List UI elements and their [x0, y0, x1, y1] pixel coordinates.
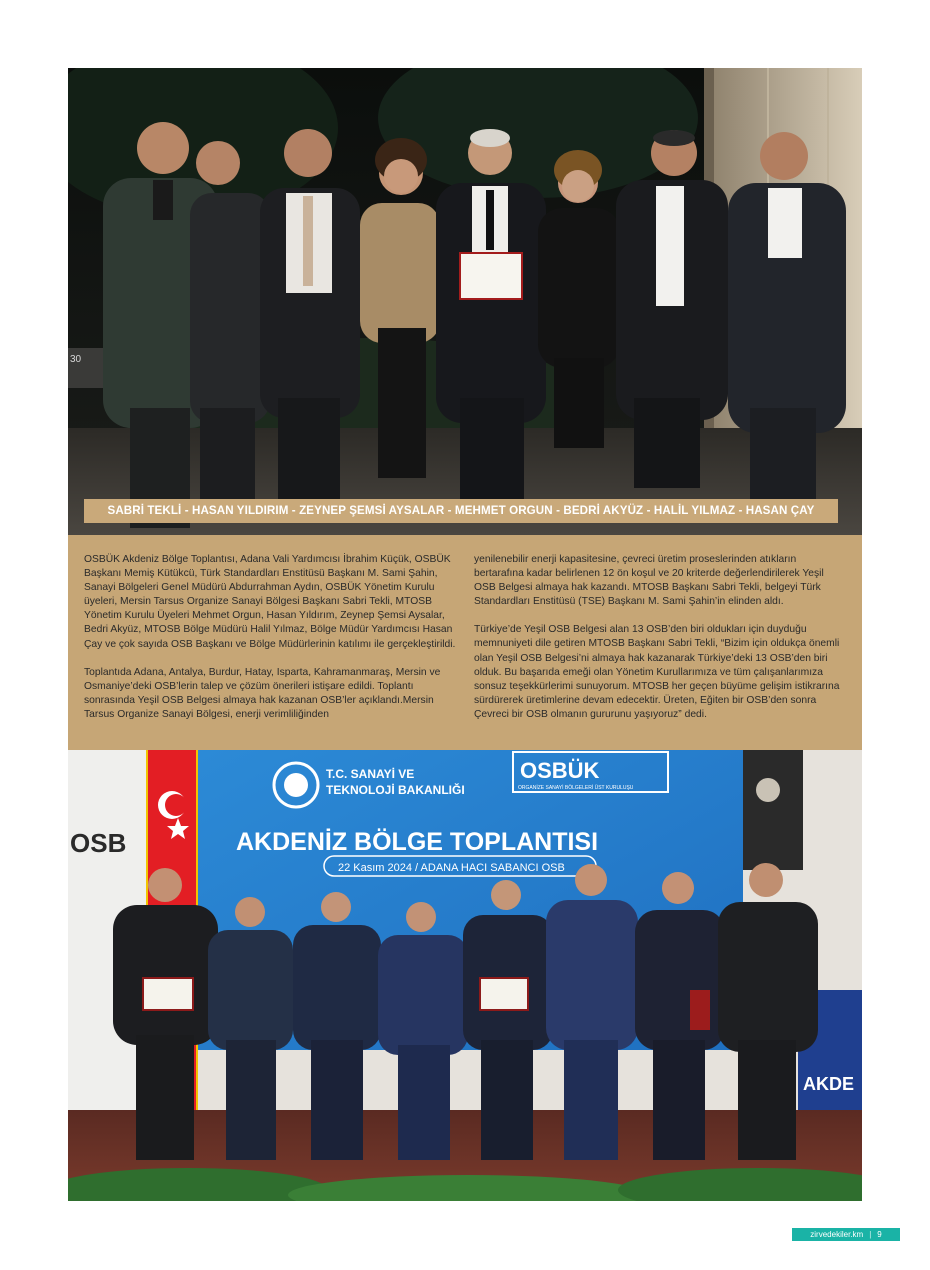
- article-panel: [68, 535, 862, 750]
- wall-number: 30: [70, 354, 82, 365]
- photo-caption: SABRİ TEKLİ - HASAN YILDIRIM - ZEYNEP ŞEMSİ AYSALAR - MEHMET ORGUN - BEDRİ AKYÜZ - HALİL YILMAZ - HASAN ÇAY: [84, 499, 838, 523]
- ministry-line1: T.C. SANAYİ VE: [326, 767, 415, 781]
- right-sign: AKDE: [803, 1074, 855, 1094]
- ministry-line2: TEKNOLOJİ BAKANLIĞI: [326, 783, 465, 797]
- page-footer: [792, 1228, 900, 1241]
- article-paragraph: Türkiye’de Yeşil OSB Belgesi alan 13 OSB’den biri oldukları için duyduğu memnuniyeti dile getiren MTOSB Başkanı Sabri Tekli, “Bizim için oldukça önemli olan Yeşil OSB Belgesi’ni almaya hak kazanarak Türkiye’deki 13 OSB’den biri olduk. Bu başarıda emeği olan Yönetim Kurullarımıza ve tüm çalışanlarımıza sonsuz teşekkürlerimi sunuyorum. MTOSB her geçen büyüme gelişim istikrarına sürdürerek üretimlerine devam edecektir. Üreten, Eğiten bir OSB’den sonra Çevreci bir OSB olmanın gururunu yaşıyoruz” dedi.: [474, 624, 840, 720]
- side-logo: OSB: [70, 828, 127, 858]
- group-photo-top-image: [68, 68, 862, 535]
- group-photo-bottom: [68, 750, 862, 1201]
- event-title: AKDENİZ BÖLGE TOPLANTISI: [236, 828, 599, 856]
- osbuk-logo: OSBÜK: [520, 758, 600, 783]
- footer-site: zirvedekiler.km: [810, 1230, 864, 1239]
- group-photo-bottom-image: [68, 750, 862, 1201]
- event-date: 22 Kasım 2024 / ADANA HACI SABANCI OSB: [338, 862, 565, 874]
- article-column-right: [474, 553, 846, 736]
- article-column-left: [84, 553, 456, 736]
- page-number: 9: [877, 1230, 882, 1239]
- group-photo-top: [68, 68, 862, 535]
- footer-separator: |: [869, 1230, 872, 1239]
- osbuk-subtitle: ORGANİZE SANAYİ BÖLGELERİ ÜST KURULUŞU: [518, 785, 634, 791]
- article-paragraph: Toplantıda Adana, Antalya, Burdur, Hatay, Isparta, Kahramanmaraş, Mersin ve Osmaniye’deki OSB’lerin talep ve çözüm önerileri istişare edildi. Toplantı sonrasında Yeşil OSB Belgesi almaya hak kazanan OSB’ler açıklandı.Mersin Tarsus Organize Sanayi Bölgesi, enerji verimliliğinden: [84, 666, 441, 720]
- article-paragraph: OSBÜK Akdeniz Bölge Toplantısı, Adana Vali Yardımcısı İbrahim Küçük, OSBÜK Başkanı Memiş Kütükcü, Türk Standardları Enstitüsü Başkanı M. Sami Şahin, Sanayi Bölgeleri Genel Müdürü Abdurrahman Aydın, OSBÜK Yönetim Kurulu üyeleri, Mersin Tarsus Organize Sanayi Bölgesi Başkanı Sabri Tekli, MTOSB Yönetim Kurulu Üyeleri Mehmet Orgun, Hasan Yıldırım, Zeynep Şemsi Aysalar, Bedri Akyüz, MTOSB Bölge Müdürü Halil Yılmaz, Bölge Müdür Yardımcısı Hasan Çay ve çok sayıda OSB Başkanı ve Bölge Müdürlerinin katılımı ile gerçekleştirildi.: [84, 554, 456, 650]
- article-paragraph: yenilenebilir enerji kapasitesine, çevreci üretim proseslerinden atıkların bertarafına kadar belirlenen 12 ön koşul ve 20 kriterde değerlendirilerek Yeşil OSB Belgesi almaya hak kazandı. MTOSB Başkanı Sabri Tekli, belgeyi Türk Standardları Enstitüsü (TSE) Başkanı M. Sami Şahin’in elinden aldı.: [474, 554, 824, 608]
